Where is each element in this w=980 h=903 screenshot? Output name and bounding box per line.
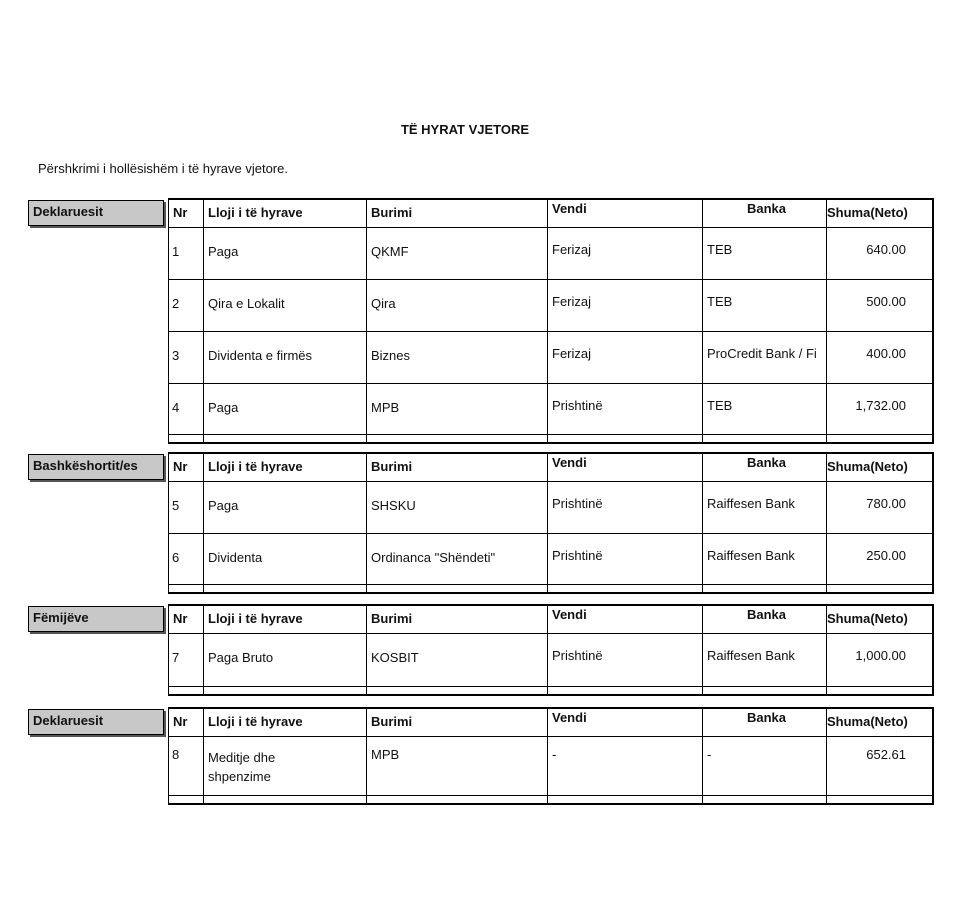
section-label: Fëmijëve: [28, 606, 164, 632]
cell-lloji: Paga Bruto: [203, 634, 366, 686]
cell-shuma: 400.00: [826, 332, 934, 383]
income-table: [168, 452, 934, 594]
table-header: [168, 198, 934, 228]
header-banka: Banka: [702, 200, 826, 227]
table-header: [168, 452, 934, 482]
header-shuma: Shuma(Neto): [826, 606, 934, 633]
header-lloji: Lloji i të hyrave: [203, 709, 366, 736]
cell-vendi: Prishtinë: [547, 482, 702, 533]
table-footer-row: [168, 796, 934, 805]
cell-banka: Raiffesen Bank: [702, 482, 826, 533]
header-lloji: Lloji i të hyrave: [203, 606, 366, 633]
cell-banka: TEB: [702, 280, 826, 331]
cell-nr: 7: [168, 634, 203, 686]
section-label: Bashkëshortit/es: [28, 454, 164, 480]
header-burimi: Burimi: [366, 606, 547, 633]
table-header: [168, 707, 934, 737]
cell-lloji: Paga: [203, 482, 366, 533]
header-lloji: Lloji i të hyrave: [203, 454, 366, 481]
cell-nr: 3: [168, 332, 203, 383]
header-banka: Banka: [702, 709, 826, 736]
cell-shuma: 1,732.00: [826, 384, 934, 434]
cell-shuma: 652.61: [826, 737, 934, 795]
table-row: [168, 280, 934, 332]
section-label: Deklaruesit: [28, 200, 164, 226]
header-shuma: Shuma(Neto): [826, 200, 934, 227]
header-burimi: Burimi: [366, 709, 547, 736]
header-shuma: Shuma(Neto): [826, 709, 934, 736]
header-burimi: Burimi: [366, 200, 547, 227]
cell-vendi: -: [547, 737, 702, 795]
cell-nr: 6: [168, 534, 203, 584]
table-row: [168, 737, 934, 796]
cell-lloji: Dividenta e firmës: [203, 332, 366, 383]
cell-banka: TEB: [702, 384, 826, 434]
header-lloji: Lloji i të hyrave: [203, 200, 366, 227]
header-banka: Banka: [702, 454, 826, 481]
header-vendi: Vendi: [547, 200, 702, 227]
table-row: [168, 332, 934, 384]
header-nr: Nr: [168, 606, 203, 633]
cell-shuma: 640.00: [826, 228, 934, 279]
cell-burimi: SHSKU: [366, 482, 547, 533]
cell-shuma: 1,000.00: [826, 634, 934, 686]
cell-burimi: KOSBIT: [366, 634, 547, 686]
table-footer-row: [168, 687, 934, 696]
cell-lloji: Paga: [203, 384, 366, 434]
header-burimi: Burimi: [366, 454, 547, 481]
cell-vendi: Ferizaj: [547, 280, 702, 331]
cell-burimi: Biznes: [366, 332, 547, 383]
cell-burimi: Qira: [366, 280, 547, 331]
cell-lloji: Meditje dhe shpenzime: [203, 737, 366, 795]
cell-nr: 8: [168, 737, 203, 795]
cell-banka: Raiffesen Bank: [702, 634, 826, 686]
table-row: [168, 384, 934, 435]
document-subtitle: Përshkrimi i hollësishëm i të hyrave vjetore.: [38, 161, 288, 176]
cell-vendi: Ferizaj: [547, 332, 702, 383]
table-header: [168, 604, 934, 634]
cell-vendi: Prishtinë: [547, 384, 702, 434]
cell-vendi: Prishtinë: [547, 634, 702, 686]
cell-nr: 5: [168, 482, 203, 533]
cell-shuma: 500.00: [826, 280, 934, 331]
header-vendi: Vendi: [547, 709, 702, 736]
document-title: TË HYRAT VJETORE: [400, 122, 530, 137]
income-table: [168, 707, 934, 805]
cell-shuma: 780.00: [826, 482, 934, 533]
cell-lloji: Qira e Lokalit: [203, 280, 366, 331]
cell-vendi: Ferizaj: [547, 228, 702, 279]
header-nr: Nr: [168, 709, 203, 736]
income-table: [168, 604, 934, 696]
cell-nr: 1: [168, 228, 203, 279]
cell-vendi: Prishtinë: [547, 534, 702, 584]
cell-lloji: Paga: [203, 228, 366, 279]
cell-nr: 4: [168, 384, 203, 434]
table-row: [168, 482, 934, 534]
table-row: [168, 534, 934, 585]
cell-burimi: Ordinanca "Shëndeti": [366, 534, 547, 584]
cell-banka: -: [702, 737, 826, 795]
section-label: Deklaruesit: [28, 709, 164, 735]
income-table: [168, 198, 934, 444]
header-vendi: Vendi: [547, 454, 702, 481]
cell-shuma: 250.00: [826, 534, 934, 584]
cell-banka: TEB: [702, 228, 826, 279]
cell-burimi: QKMF: [366, 228, 547, 279]
header-banka: Banka: [702, 606, 826, 633]
cell-nr: 2: [168, 280, 203, 331]
table-footer-row: [168, 435, 934, 444]
cell-lloji: Dividenta: [203, 534, 366, 584]
table-footer-row: [168, 585, 934, 594]
header-shuma: Shuma(Neto): [826, 454, 934, 481]
table-row: [168, 634, 934, 687]
cell-burimi: MPB: [366, 384, 547, 434]
header-vendi: Vendi: [547, 606, 702, 633]
cell-banka: ProCredit Bank / Fi: [702, 332, 826, 383]
cell-burimi: MPB: [366, 737, 547, 795]
header-nr: Nr: [168, 454, 203, 481]
header-nr: Nr: [168, 200, 203, 227]
table-row: [168, 228, 934, 280]
cell-banka: Raiffesen Bank: [702, 534, 826, 584]
